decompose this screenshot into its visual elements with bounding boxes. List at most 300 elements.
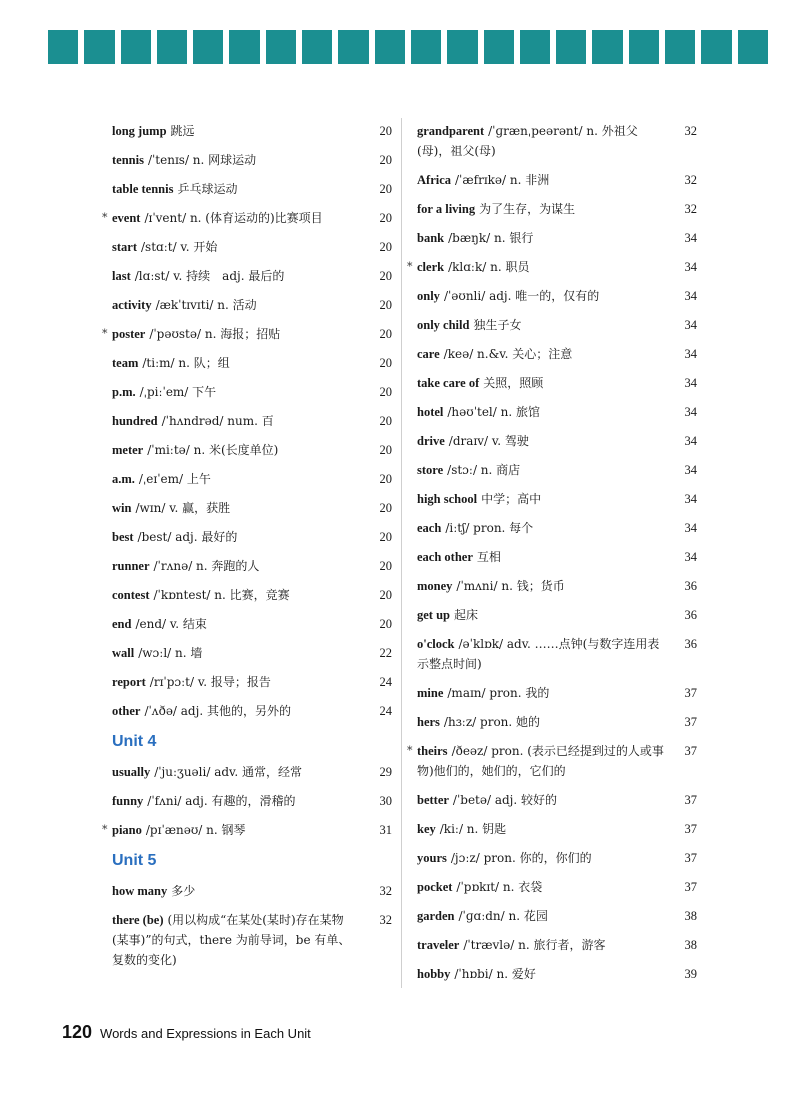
word-entry — [417, 457, 697, 486]
entry-page-number: 20 — [379, 182, 392, 196]
entry-word: table tennis — [112, 182, 174, 196]
entry-definition: /ˈbetə/ adj. 较好的 — [452, 793, 558, 807]
entry-page-number: 34 — [684, 434, 697, 448]
entry-word: each — [417, 521, 442, 535]
entry-text — [112, 701, 366, 721]
entry-word: event — [112, 211, 141, 225]
entry-definition: 乒乓球运动 — [177, 182, 238, 196]
entry-definition: /maɪn/ pron. 我的 — [447, 686, 550, 700]
entry-text — [112, 791, 366, 811]
entry-word: bank — [417, 231, 445, 245]
word-entry — [417, 428, 697, 457]
word-entry — [112, 147, 392, 176]
entry-word: win — [112, 501, 132, 515]
entry-page-number: 34 — [684, 289, 697, 303]
entry-word: long jump — [112, 124, 167, 138]
word-entry — [407, 738, 697, 787]
word-entry — [112, 292, 392, 321]
star-marker-icon: * — [102, 327, 108, 340]
entry-word: traveler — [417, 938, 460, 952]
entry-text — [112, 208, 366, 228]
entry-text — [417, 170, 671, 190]
entry-page-number: 32 — [684, 173, 697, 187]
entry-definition: /həʊˈtel/ n. 旅馆 — [447, 405, 540, 419]
entry-page-number: 37 — [684, 715, 697, 729]
header-band-block — [592, 30, 622, 64]
word-entry — [417, 118, 697, 167]
entry-word: garden — [417, 909, 455, 923]
entry-text — [417, 344, 671, 364]
entry-definition: 互相 — [476, 550, 501, 564]
entry-text — [112, 672, 366, 692]
entry-page-number: 29 — [379, 765, 392, 779]
entry-word: theirs — [417, 744, 448, 758]
entry-word: hobby — [417, 967, 451, 981]
header-band-block — [121, 30, 151, 64]
entry-text — [112, 527, 366, 547]
entry-text — [112, 382, 366, 402]
word-entry — [417, 515, 697, 544]
entry-definition: /ˈpɒkɪt/ n. 衣袋 — [456, 880, 543, 894]
entry-word: only — [417, 289, 440, 303]
header-band-block — [556, 30, 586, 64]
word-entry — [112, 437, 392, 466]
entry-definition: /ˌpiːˈem/ 下午 — [139, 385, 217, 399]
entry-word: get up — [417, 608, 450, 622]
entry-word: o'clock — [417, 637, 455, 651]
entry-definition: /ˈpəʊstə/ n. 海报；招贴 — [149, 327, 281, 341]
entry-text — [417, 547, 671, 567]
entry-word: better — [417, 793, 449, 807]
entry-definition: /ˈæfrɪkə/ n. 非洲 — [455, 173, 550, 187]
entry-word: clerk — [417, 260, 445, 274]
entry-word: wall — [112, 646, 135, 660]
entry-page-number: 37 — [684, 822, 697, 836]
word-entry — [102, 321, 392, 350]
entry-text — [417, 460, 671, 480]
word-entry — [112, 878, 392, 907]
entry-page-number: 36 — [684, 608, 697, 622]
entry-page-number: 31 — [379, 823, 392, 837]
entry-page-number: 34 — [684, 405, 697, 419]
entry-definition: /ɪˈvent/ n. (体育运动的)比赛项目 — [144, 211, 323, 225]
entry-definition: /ˈɡɑːdn/ n. 花园 — [458, 909, 548, 923]
word-entry — [417, 544, 697, 573]
entry-word: Africa — [417, 173, 452, 187]
word-entry — [417, 341, 697, 370]
entry-text — [112, 266, 366, 286]
entry-definition: /pɪˈænəʊ/ n. 钢琴 — [145, 823, 246, 837]
entry-definition: 跳远 — [170, 124, 195, 138]
word-entry — [417, 680, 697, 709]
entry-word: start — [112, 240, 137, 254]
word-entry — [112, 640, 392, 669]
star-marker-icon: * — [407, 744, 413, 757]
entry-page-number: 20 — [379, 472, 392, 486]
entry-word: money — [417, 579, 453, 593]
entry-text — [417, 683, 671, 703]
word-entry — [417, 486, 697, 515]
entry-definition: 关照，照顾 — [483, 376, 544, 390]
entry-word: runner — [112, 559, 150, 573]
header-band-block — [520, 30, 550, 64]
unit-heading: Unit 4 — [112, 733, 157, 750]
entry-page-number: 20 — [379, 298, 392, 312]
entry-text — [417, 257, 671, 277]
star-marker-icon: * — [102, 823, 108, 836]
entry-definition: /ˈəʊnli/ adj. 唯一的，仅有的 — [443, 289, 600, 303]
word-entry — [112, 611, 392, 640]
entry-definition: /ðeəz/ pron. (表示已经提到过的人或事物)他们的，她们的，它们的 — [417, 744, 664, 778]
entry-word: other — [112, 704, 141, 718]
entry-page-number: 34 — [684, 347, 697, 361]
entry-definition: /ˈmiːtə/ n. 米(长度单位) — [147, 443, 279, 457]
entry-definition: /ˈɡrænˌpeərənt/ n. 外祖父(母)，祖父(母) — [417, 124, 638, 158]
word-entry — [112, 669, 392, 698]
entry-text — [112, 295, 366, 315]
entry-page-number: 24 — [379, 704, 392, 718]
star-marker-icon: * — [102, 211, 108, 224]
entry-page-number: 34 — [684, 376, 697, 390]
entry-text — [112, 324, 366, 344]
word-entry — [112, 524, 392, 553]
entry-text — [417, 741, 671, 781]
entry-text — [417, 373, 671, 393]
entry-word: store — [417, 463, 444, 477]
entry-text — [417, 315, 671, 335]
entry-definition: 为了生存，为谋生 — [479, 202, 576, 216]
header-band-block — [665, 30, 695, 64]
entry-word: activity — [112, 298, 152, 312]
entry-definition: 独生子女 — [473, 318, 522, 332]
entry-page-number: 20 — [379, 559, 392, 573]
header-band-block — [447, 30, 477, 64]
entry-word: each other — [417, 550, 473, 564]
page-number: 120 — [62, 1022, 93, 1042]
entry-page-number: 20 — [379, 211, 392, 225]
entry-text — [112, 353, 366, 373]
header-band-block — [266, 30, 296, 64]
entry-definition: /best/ adj. 最好的 — [137, 530, 238, 544]
entry-text — [417, 121, 671, 161]
entry-page-number: 37 — [684, 686, 697, 700]
word-entry — [112, 553, 392, 582]
word-entry — [112, 582, 392, 611]
entry-word: take care of — [417, 376, 480, 390]
entry-page-number: 32 — [379, 884, 392, 898]
entry-page-number: 34 — [684, 318, 697, 332]
word-entry — [112, 698, 392, 727]
entry-word: funny — [112, 794, 144, 808]
word-entry — [417, 816, 697, 845]
header-band-block — [411, 30, 441, 64]
star-marker-icon: * — [407, 260, 413, 273]
header-band-block — [338, 30, 368, 64]
unit-heading: Unit 5 — [112, 852, 157, 869]
entry-text — [112, 498, 366, 518]
word-entry — [417, 167, 697, 196]
entry-text — [417, 605, 671, 625]
entry-definition: /əˈklɒk/ adv. ……点钟(与数字连用表示整点时间) — [417, 637, 660, 671]
entry-word: drive — [417, 434, 445, 448]
header-band-block — [701, 30, 731, 64]
entry-text — [112, 440, 366, 460]
entry-page-number: 34 — [684, 463, 697, 477]
header-band-block — [484, 30, 514, 64]
word-entry — [112, 495, 392, 524]
entry-text — [417, 877, 671, 897]
entry-page-number: 20 — [379, 501, 392, 515]
header-band-block — [229, 30, 259, 64]
word-entry — [112, 466, 392, 495]
entry-page-number: 34 — [684, 492, 697, 506]
entry-text — [112, 614, 366, 634]
entry-definition: /wɪn/ v. 赢，获胜 — [135, 501, 231, 515]
word-entry — [112, 788, 392, 817]
entry-definition: /draɪv/ v. 驾驶 — [448, 434, 529, 448]
entry-word: usually — [112, 765, 151, 779]
entry-definition: /ˈfʌni/ adj. 有趣的，滑稽的 — [147, 794, 296, 808]
entry-page-number: 32 — [684, 124, 697, 138]
entry-page-number: 38 — [684, 909, 697, 923]
entry-text — [417, 576, 671, 596]
entry-text — [112, 237, 366, 257]
entry-text — [417, 790, 671, 810]
entry-page-number: 34 — [684, 231, 697, 245]
entry-definition: /ˈhʌndrəd/ num. 百 — [161, 414, 274, 428]
entry-page-number: 22 — [379, 646, 392, 660]
entry-word: meter — [112, 443, 144, 457]
entry-text — [112, 762, 366, 782]
entry-word: there (be) — [112, 913, 164, 927]
entry-word: key — [417, 822, 436, 836]
entry-page-number: 38 — [684, 938, 697, 952]
word-entry — [112, 408, 392, 437]
entry-page-number: 34 — [684, 550, 697, 564]
word-entry — [417, 312, 697, 341]
entry-page-number: 20 — [379, 588, 392, 602]
entry-page-number: 24 — [379, 675, 392, 689]
entry-word: mine — [417, 686, 444, 700]
page-footer — [62, 1022, 311, 1043]
entry-word: end — [112, 617, 132, 631]
entry-definition: /jɔːz/ pron. 你的，你们的 — [450, 851, 592, 865]
entry-word: hundred — [112, 414, 158, 428]
word-entry — [417, 709, 697, 738]
entry-page-number: 37 — [684, 880, 697, 894]
right-word-column — [407, 118, 697, 990]
entry-page-number: 20 — [379, 530, 392, 544]
word-entry — [417, 932, 697, 961]
entry-page-number: 20 — [379, 327, 392, 341]
entry-definition: (用以构成“在某处(某时)存在某物(某事)”的句式，there 为前导词，be 有单、复数的变化) — [112, 913, 351, 967]
entry-word: for a living — [417, 202, 476, 216]
word-entry — [112, 234, 392, 263]
word-entry — [112, 350, 392, 379]
entry-page-number: 37 — [684, 744, 697, 758]
entry-definition: /tiːm/ n. 队；组 — [142, 356, 230, 370]
entry-definition: 起床 — [454, 608, 479, 622]
entry-word: tennis — [112, 153, 144, 167]
column-divider — [401, 118, 402, 988]
entry-word: only child — [417, 318, 470, 332]
entry-text — [417, 634, 671, 674]
entry-word: pocket — [417, 880, 453, 894]
entry-definition: /wɔːl/ n. 墙 — [138, 646, 203, 660]
word-entry — [112, 176, 392, 205]
header-band-block — [738, 30, 768, 64]
entry-text — [417, 906, 671, 926]
entry-definition: /ˈrʌnə/ n. 奔跑的人 — [153, 559, 260, 573]
entry-word: hers — [417, 715, 440, 729]
entry-page-number: 37 — [684, 851, 697, 865]
entry-text — [417, 935, 671, 955]
entry-word: yours — [417, 851, 447, 865]
word-entry — [417, 903, 697, 932]
word-entry — [417, 961, 697, 990]
entry-text — [417, 518, 671, 538]
word-entry — [417, 399, 697, 428]
entry-page-number: 36 — [684, 579, 697, 593]
header-band-block — [193, 30, 223, 64]
entry-definition: /ˈtenɪs/ n. 网球运动 — [147, 153, 257, 167]
entry-definition: /end/ v. 结束 — [135, 617, 207, 631]
entry-text — [112, 820, 366, 840]
entry-definition: /klɑːk/ n. 职员 — [448, 260, 530, 274]
word-entry — [417, 631, 697, 680]
header-band — [48, 30, 768, 64]
entry-word: care — [417, 347, 440, 361]
header-band-block — [84, 30, 114, 64]
entry-page-number: 20 — [379, 385, 392, 399]
entry-page-number: 20 — [379, 443, 392, 457]
word-entry — [417, 225, 697, 254]
entry-definition: 中学；高中 — [481, 492, 542, 506]
entry-definition: /hɜːz/ pron. 她的 — [443, 715, 541, 729]
word-entry — [417, 874, 697, 903]
entry-definition: /stɑːt/ v. 开始 — [141, 240, 218, 254]
entry-word: last — [112, 269, 131, 283]
word-entry — [417, 602, 697, 631]
entry-page-number: 34 — [684, 521, 697, 535]
entry-text — [417, 431, 671, 451]
entry-definition: /ˈtrævlə/ n. 旅行者，游客 — [463, 938, 606, 952]
word-entry — [112, 759, 392, 788]
entry-text — [112, 643, 366, 663]
entry-page-number: 20 — [379, 414, 392, 428]
entry-text — [112, 121, 366, 141]
entry-page-number: 20 — [379, 356, 392, 370]
entry-word: team — [112, 356, 139, 370]
entry-page-number: 37 — [684, 793, 697, 807]
entry-definition: /ˈmʌni/ n. 钱；货币 — [456, 579, 565, 593]
entry-definition: /iːtʃ/ pron. 每个 — [445, 521, 534, 535]
word-entry — [417, 283, 697, 312]
header-band-block — [302, 30, 332, 64]
word-entry — [417, 573, 697, 602]
entry-word: grandparent — [417, 124, 485, 138]
entry-page-number: 20 — [379, 617, 392, 631]
header-band-block — [157, 30, 187, 64]
entry-word: report — [112, 675, 146, 689]
header-band-block — [48, 30, 78, 64]
entry-definition: /ˌeɪˈem/ 上午 — [138, 472, 211, 486]
entry-page-number: 36 — [684, 637, 697, 651]
word-entry — [112, 379, 392, 408]
entry-definition: /lɑːst/ v. 持续 adj. 最后的 — [134, 269, 285, 283]
entry-text — [112, 585, 366, 605]
entry-definition: /kiː/ n. 钥匙 — [439, 822, 507, 836]
entry-text — [417, 489, 671, 509]
word-entry — [102, 817, 392, 846]
entry-text — [417, 964, 671, 984]
entry-text — [417, 402, 671, 422]
entry-definition: 多少 — [171, 884, 196, 898]
entry-page-number: 20 — [379, 240, 392, 254]
word-entry — [417, 787, 697, 816]
word-entry — [417, 370, 697, 399]
word-entry — [112, 907, 392, 976]
entry-word: best — [112, 530, 134, 544]
entry-definition: /bæŋk/ n. 银行 — [448, 231, 534, 245]
entry-text — [417, 848, 671, 868]
entry-text — [417, 199, 671, 219]
left-word-column — [102, 118, 392, 976]
entry-page-number: 20 — [379, 153, 392, 167]
entry-page-number: 34 — [684, 260, 697, 274]
entry-page-number: 32 — [684, 202, 697, 216]
entry-text — [112, 179, 366, 199]
entry-word: how many — [112, 884, 168, 898]
entry-text — [112, 881, 366, 901]
entry-word: a.m. — [112, 472, 135, 486]
entry-definition: /ækˈtɪvɪti/ n. 活动 — [155, 298, 257, 312]
entry-definition: /ˈjuːʒuəli/ adv. 通常，经常 — [154, 765, 303, 779]
footer-title: Words and Expressions in Each Unit — [100, 1026, 311, 1041]
entry-text — [112, 469, 366, 489]
entry-definition: /rɪˈpɔːt/ v. 报导；报告 — [149, 675, 271, 689]
entry-text — [417, 286, 671, 306]
entry-page-number: 20 — [379, 124, 392, 138]
entry-word: poster — [112, 327, 146, 341]
entry-definition: /ˈhɒbi/ n. 爱好 — [454, 967, 536, 981]
entry-text — [417, 712, 671, 732]
entry-definition: /ˈʌðə/ adj. 其他的，另外的 — [144, 704, 291, 718]
entry-word: piano — [112, 823, 142, 837]
entry-text — [417, 228, 671, 248]
entry-text — [417, 819, 671, 839]
entry-page-number: 39 — [684, 967, 697, 981]
entry-word: contest — [112, 588, 150, 602]
entry-text — [112, 150, 366, 170]
entry-page-number: 32 — [379, 913, 392, 927]
entry-page-number: 20 — [379, 269, 392, 283]
entry-definition: /ˈkɒntest/ n. 比赛，竞赛 — [153, 588, 290, 602]
entry-text — [112, 411, 366, 431]
entry-definition: /stɔː/ n. 商店 — [447, 463, 521, 477]
entry-text — [112, 910, 366, 970]
entry-text — [112, 556, 366, 576]
entry-page-number: 30 — [379, 794, 392, 808]
header-band-block — [629, 30, 659, 64]
word-entry — [407, 254, 697, 283]
entry-definition: /keə/ n.&v. 关心；注意 — [443, 347, 573, 361]
word-entry — [102, 205, 392, 234]
entry-word: high school — [417, 492, 478, 506]
word-entry — [112, 263, 392, 292]
entry-word: hotel — [417, 405, 444, 419]
word-entry — [417, 196, 697, 225]
